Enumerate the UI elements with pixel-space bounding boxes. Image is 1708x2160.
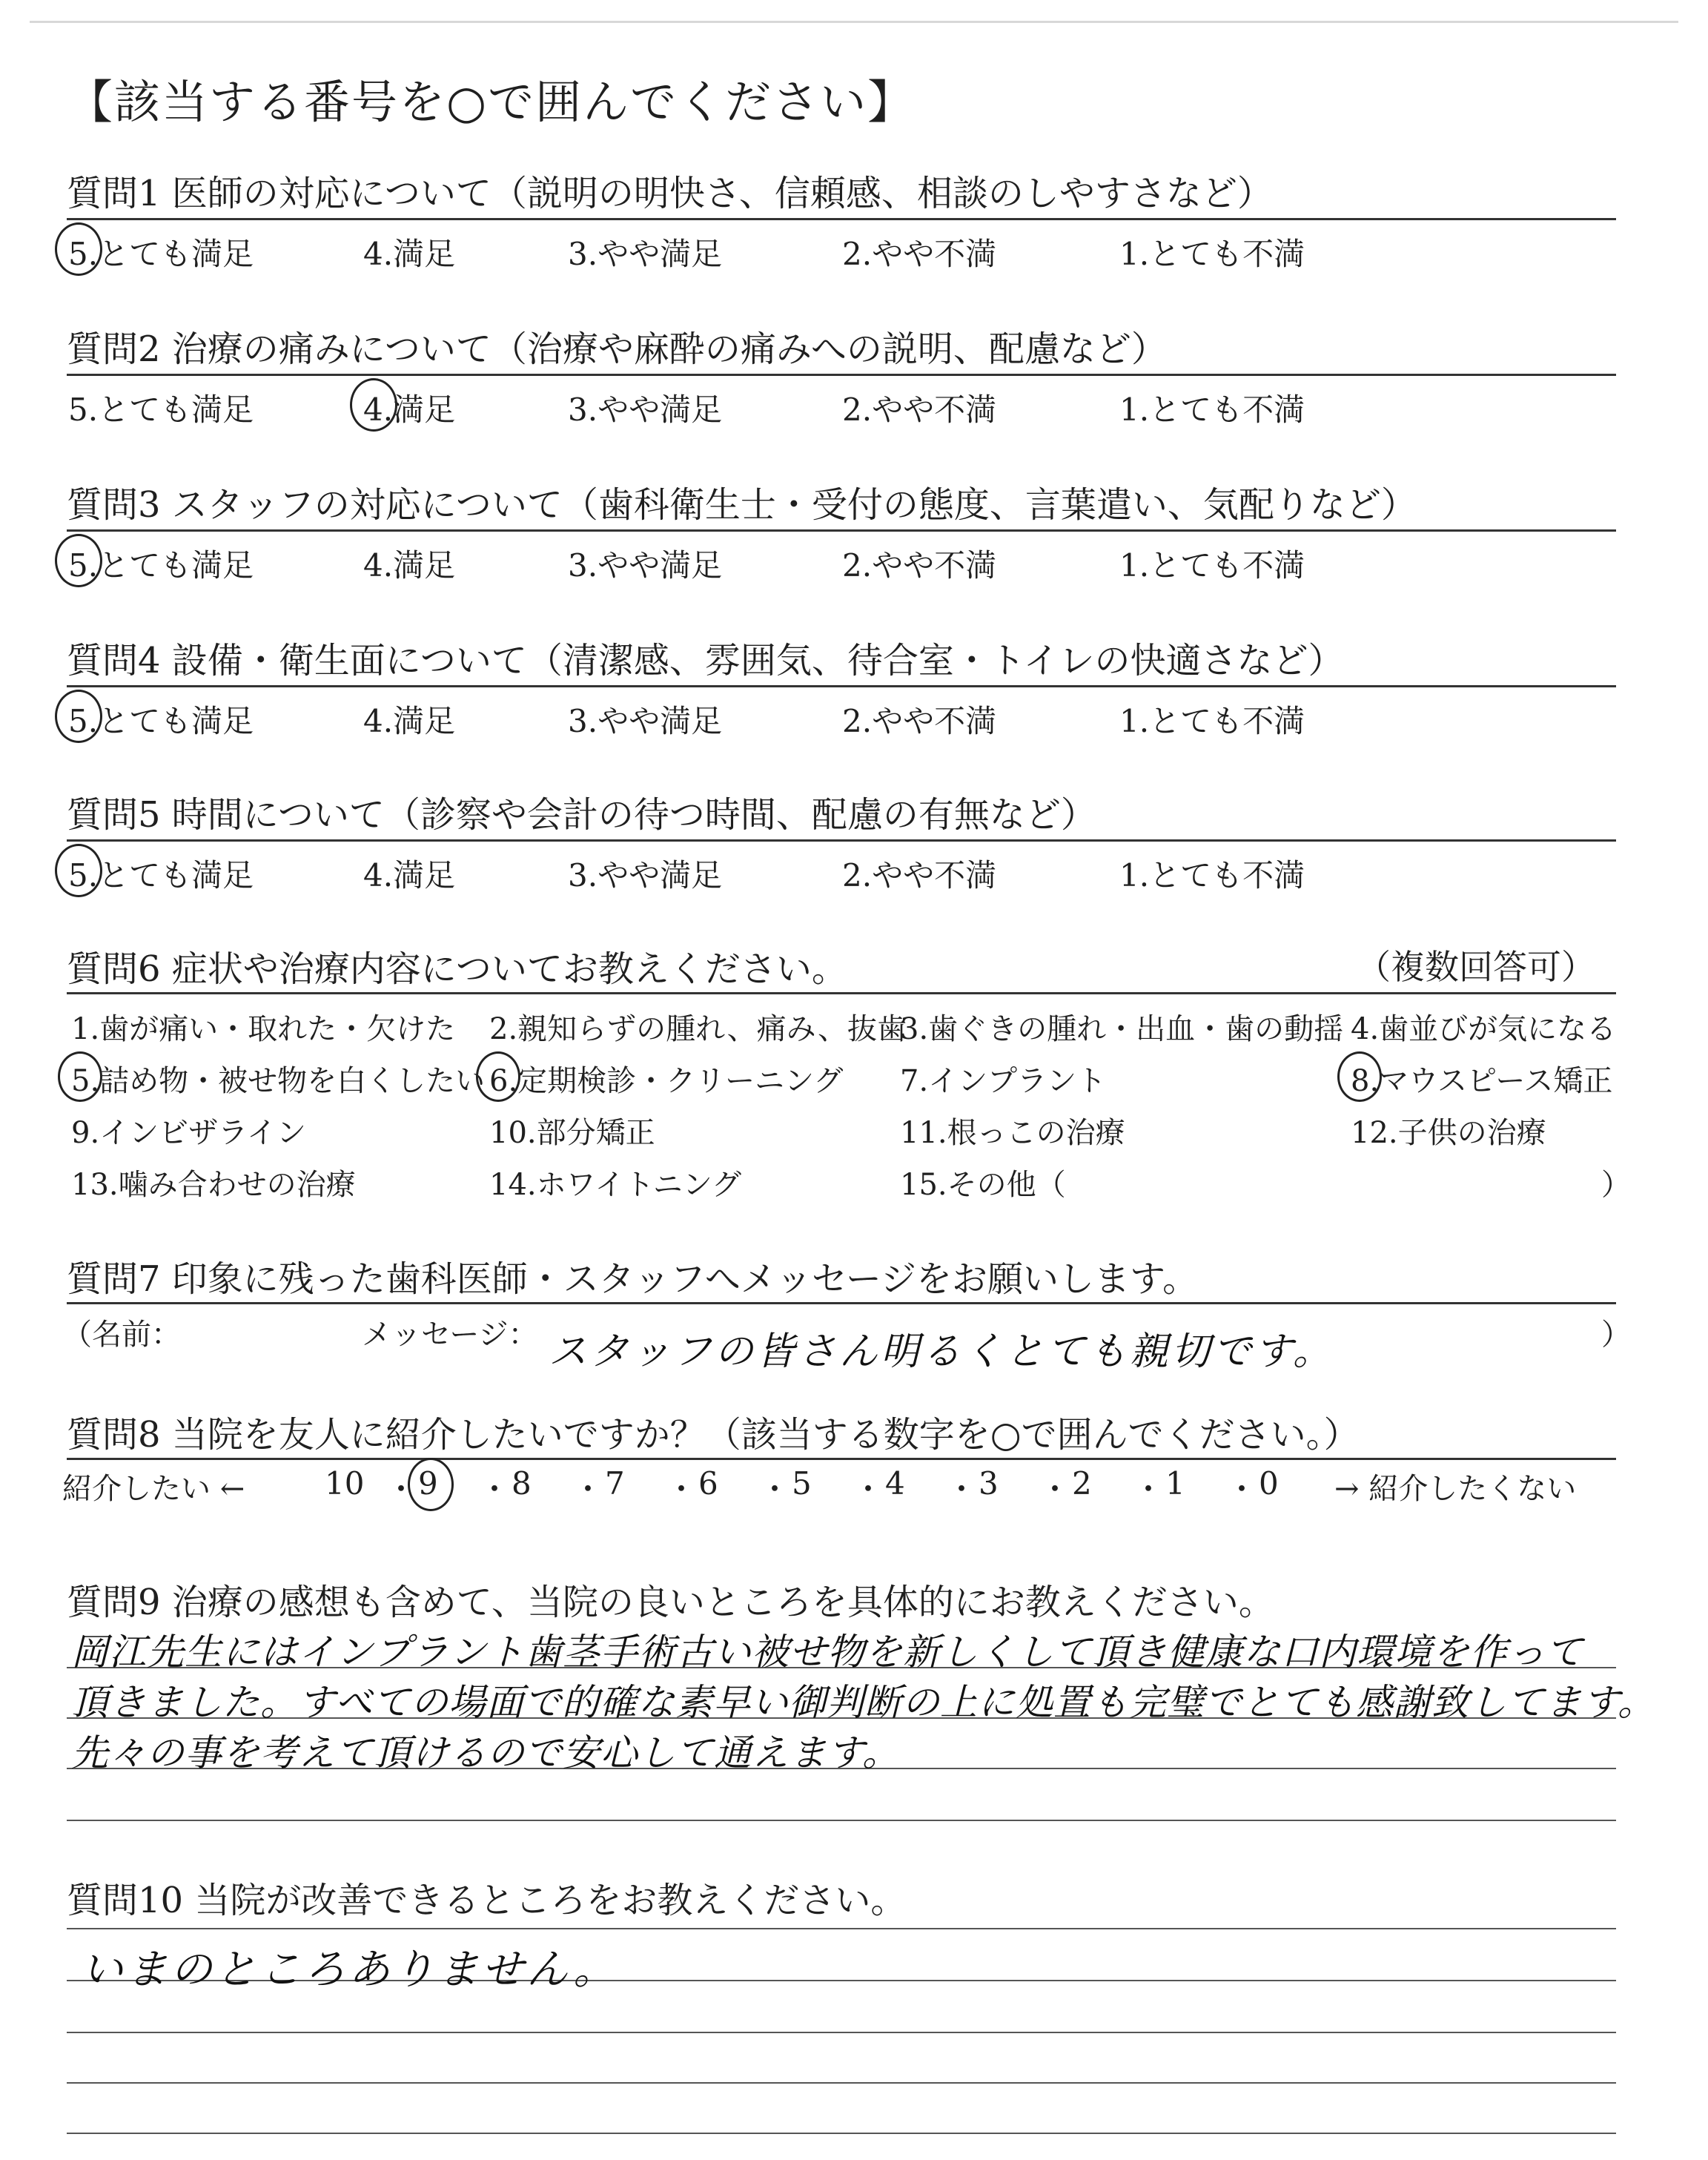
q6-option-14[interactable]: 14.ホワイトニング <box>489 1168 742 1202</box>
q9-answer-line-2: 頂きました。すべての場面で的確な素早い御判断の上に処置も完璧でとても感謝致してます。 <box>71 1681 1655 1724</box>
selection-circle <box>55 222 102 276</box>
q6-option-10[interactable]: 10.部分矯正 <box>489 1116 655 1150</box>
q4-option-4[interactable]: 4.満足 <box>363 703 456 739</box>
q2-title: 質問2 治療の痛みについて（治療や麻酔の痛みへの説明、配慮など） <box>67 328 1167 370</box>
selection-circle <box>55 534 102 587</box>
q9-answer-line-1: 岡江先生にはインプラント歯茎手術古い被せ物を新しくして頂き健康な口内環境を作って <box>71 1631 1583 1674</box>
q6-option-9[interactable]: 9.インビザライン <box>71 1116 306 1150</box>
q8-scale-10[interactable]: 10 <box>325 1465 365 1502</box>
q8-scale-separator: ・ <box>666 1471 698 1507</box>
q9-line <box>67 1820 1616 1821</box>
q8-right-label: → 紹介したくない <box>1334 1472 1577 1506</box>
q8-scale-separator: ・ <box>385 1471 417 1507</box>
q2-option-1[interactable]: 1.とても不満 <box>1119 392 1305 428</box>
q6-option-2[interactable]: 2.親知らずの腫れ、痛み、抜歯 <box>489 1012 907 1046</box>
q1-option-4[interactable]: 4.満足 <box>363 236 456 272</box>
q8-scale-separator: ・ <box>1133 1471 1165 1507</box>
q8-scale-1[interactable]: 1 <box>1165 1465 1185 1502</box>
selection-circle <box>408 1458 454 1511</box>
q5-rule <box>67 839 1616 842</box>
q8-scale-6[interactable]: 6 <box>698 1465 718 1502</box>
q6-rule <box>67 992 1616 994</box>
selection-circle <box>476 1051 520 1102</box>
q2-option-4[interactable]: 4.満足 <box>363 392 456 428</box>
q3-rule <box>67 529 1616 532</box>
q1-title: 質問1 医師の対応について（説明の明快さ、信頼感、相談のしやすさなど） <box>67 173 1273 214</box>
q8-scale-4[interactable]: 4 <box>885 1465 905 1502</box>
q1-option-2[interactable]: 2.やや不満 <box>842 236 997 272</box>
q3-option-5[interactable]: 5.とても満足 <box>68 547 254 584</box>
q8-scale-2[interactable]: 2 <box>1072 1465 1092 1502</box>
q7-message-label: メッセージ： <box>362 1318 538 1352</box>
selection-circle <box>1337 1051 1382 1102</box>
q8-left-label: 紹介したい ← <box>62 1472 245 1506</box>
q6-option-12[interactable]: 12.子供の治療 <box>1351 1116 1546 1150</box>
q6-option-5[interactable]: 5.詰め物・被せ物を白くしたい <box>71 1064 486 1098</box>
q8-scale-separator: ・ <box>572 1471 604 1507</box>
q10-answer: いまのところありません。 <box>82 1946 618 1994</box>
q6-option-6[interactable]: 6.定期検診・クリーニング <box>489 1064 844 1098</box>
q8-scale-separator: ・ <box>1226 1471 1258 1507</box>
page-header: 【該当する番号を○で囲んでください】 <box>67 75 916 129</box>
q3-option-2[interactable]: 2.やや不満 <box>842 547 997 584</box>
q9-title: 質問9 治療の感想も含めて、当院の良いところを具体的にお教えください。 <box>67 1582 1274 1623</box>
q7-name-label: （名前： <box>62 1318 181 1352</box>
q9-answer-line-3: 先々の事を考えて頂けるので安心して通えます。 <box>71 1731 900 1774</box>
q5-title: 質問5 時間について（診察や会計の待つ時間、配慮の有無など） <box>67 794 1096 836</box>
q7-rule <box>67 1302 1616 1304</box>
q5-option-4[interactable]: 4.満足 <box>363 857 456 894</box>
selection-circle <box>55 844 102 897</box>
q4-rule <box>67 685 1616 687</box>
q4-title: 質問4 設備・衛生面について（清潔感、雰囲気、待合室・トイレの快適さなど） <box>67 640 1344 681</box>
q8-scale-separator: ・ <box>479 1471 511 1507</box>
q7-close: ） <box>1601 1318 1631 1352</box>
q4-option-2[interactable]: 2.やや不満 <box>842 703 997 739</box>
q1-option-3[interactable]: 3.やや満足 <box>568 236 723 272</box>
q6-option-3[interactable]: 3.歯ぐきの腫れ・出血・歯の動揺 <box>900 1012 1344 1046</box>
q8-scale-5[interactable]: 5 <box>792 1465 812 1502</box>
q6-option-1[interactable]: 1.歯が痛い・取れた・欠けた <box>71 1012 456 1046</box>
q7-message: スタッフの皆さん明るくとても親切です。 <box>549 1330 1334 1374</box>
q1-rule <box>67 218 1616 220</box>
q7-title: 質問7 印象に残った歯科医師・スタッフへメッセージをお願いします。 <box>67 1258 1199 1300</box>
q8-title: 質問8 当院を友人に紹介したいですか？（該当する数字を○で囲んでください。） <box>67 1414 1360 1456</box>
q5-option-2[interactable]: 2.やや不満 <box>842 857 997 894</box>
q5-option-1[interactable]: 1.とても不満 <box>1119 857 1305 894</box>
q10-line <box>67 1928 1616 1929</box>
q6-note: （複数回答可） <box>1357 947 1595 987</box>
q8-scale-separator: ・ <box>946 1471 978 1507</box>
q2-option-2[interactable]: 2.やや不満 <box>842 392 997 428</box>
q3-option-1[interactable]: 1.とても不満 <box>1119 547 1305 584</box>
q4-option-1[interactable]: 1.とても不満 <box>1119 703 1305 739</box>
q8-scale-3[interactable]: 3 <box>979 1465 999 1502</box>
q10-line <box>67 2082 1616 2084</box>
q8-scale-0[interactable]: 0 <box>1259 1465 1279 1502</box>
q2-option-3[interactable]: 3.やや満足 <box>568 392 723 428</box>
q5-option-3[interactable]: 3.やや満足 <box>568 857 723 894</box>
q3-title: 質問3 スタッフの対応について（歯科衛生士・受付の態度、言葉遣い、気配りなど） <box>67 484 1417 526</box>
q8-rule <box>67 1458 1616 1460</box>
q8-scale-8[interactable]: 8 <box>512 1465 532 1502</box>
q6-other-close: ） <box>1601 1168 1631 1202</box>
q2-option-5[interactable]: 5.とても満足 <box>68 392 254 428</box>
q5-option-5[interactable]: 5.とても満足 <box>68 857 254 894</box>
selection-circle <box>350 378 397 432</box>
q6-option-7[interactable]: 7.インプラント <box>900 1064 1107 1098</box>
q8-scale-7[interactable]: 7 <box>605 1465 625 1502</box>
q4-option-3[interactable]: 3.やや満足 <box>568 703 723 739</box>
q10-line <box>67 2032 1616 2033</box>
selection-circle <box>55 690 102 743</box>
q8-scale-separator: ・ <box>853 1471 884 1507</box>
top-border <box>30 21 1678 23</box>
q8-scale-separator: ・ <box>1039 1471 1071 1507</box>
q8-scale-9[interactable]: 9 <box>418 1465 438 1502</box>
q10-line <box>67 2133 1616 2134</box>
q3-option-3[interactable]: 3.やや満足 <box>568 547 723 584</box>
q3-option-4[interactable]: 4.満足 <box>363 547 456 584</box>
q6-title: 質問6 症状や治療内容についてお教えください。 <box>67 948 847 990</box>
q6-option-8[interactable]: 8.マウスピース矯正 <box>1351 1064 1613 1098</box>
q6-option-15[interactable]: 15.その他（ <box>900 1168 1066 1202</box>
selection-circle <box>58 1051 102 1102</box>
q1-option-5[interactable]: 5.とても満足 <box>68 236 254 272</box>
q8-scale-separator: ・ <box>759 1471 791 1507</box>
q6-option-4[interactable]: 4.歯並びが気になる <box>1351 1012 1617 1046</box>
q1-option-1[interactable]: 1.とても不満 <box>1119 236 1305 272</box>
q4-option-5[interactable]: 5.とても満足 <box>68 703 254 739</box>
q6-option-13[interactable]: 13.噛み合わせの治療 <box>71 1168 356 1202</box>
q2-rule <box>67 374 1616 376</box>
q6-option-11[interactable]: 11.根っこの治療 <box>900 1116 1125 1150</box>
q10-title: 質問10 当院が改善できるところをお教えください。 <box>67 1880 907 1921</box>
